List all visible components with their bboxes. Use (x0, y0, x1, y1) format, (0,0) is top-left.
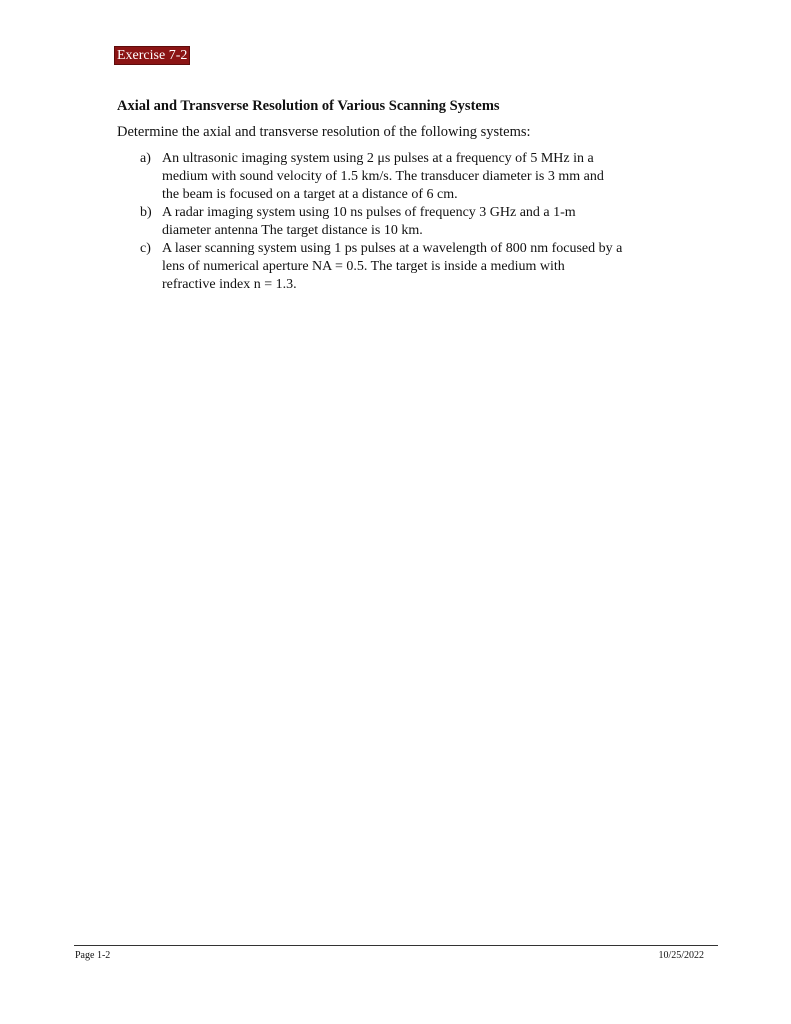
problem-line: diameter antenna The target distance is 10 km. (162, 223, 423, 238)
footer-divider (74, 945, 718, 946)
footer-date: 10/25/2022 (658, 950, 704, 961)
problem-line: refractive index n = 1.3. (162, 277, 297, 292)
problem-line: A laser scanning system using 1 ps pulses at a wavelength of 800 nm focused by a (162, 241, 623, 256)
problem-list (117, 150, 697, 294)
problem-line: lens of numerical aperture NA = 0.5. The target is inside a medium with (162, 259, 565, 274)
intro-text: Determine the axial and transverse resolution of the following systems: (117, 124, 531, 140)
problem-line: the beam is focused on a target at a distance of 6 cm. (162, 187, 458, 202)
problem-line: medium with sound velocity of 1.5 km/s. The transducer diameter is 3 mm and (162, 169, 604, 184)
exercise-tag: Exercise 7-2 (117, 48, 188, 63)
problem-marker: b) (140, 205, 152, 220)
problem-item-c (117, 240, 697, 294)
problem-line: An ultrasonic imaging system using 2 μs pulses at a frequency of 5 MHz in a (162, 151, 594, 166)
problem-marker: a) (140, 151, 151, 166)
problem-line: A radar imaging system using 10 ns pulses of frequency 3 GHz and a 1-m (162, 205, 576, 220)
problem-item-a (117, 150, 697, 204)
page-number: Page 1-2 (75, 950, 111, 961)
problem-marker: c) (140, 241, 151, 256)
problem-item-b (117, 204, 697, 240)
section-title: Axial and Transverse Resolution of Various Scanning Systems (117, 98, 500, 114)
